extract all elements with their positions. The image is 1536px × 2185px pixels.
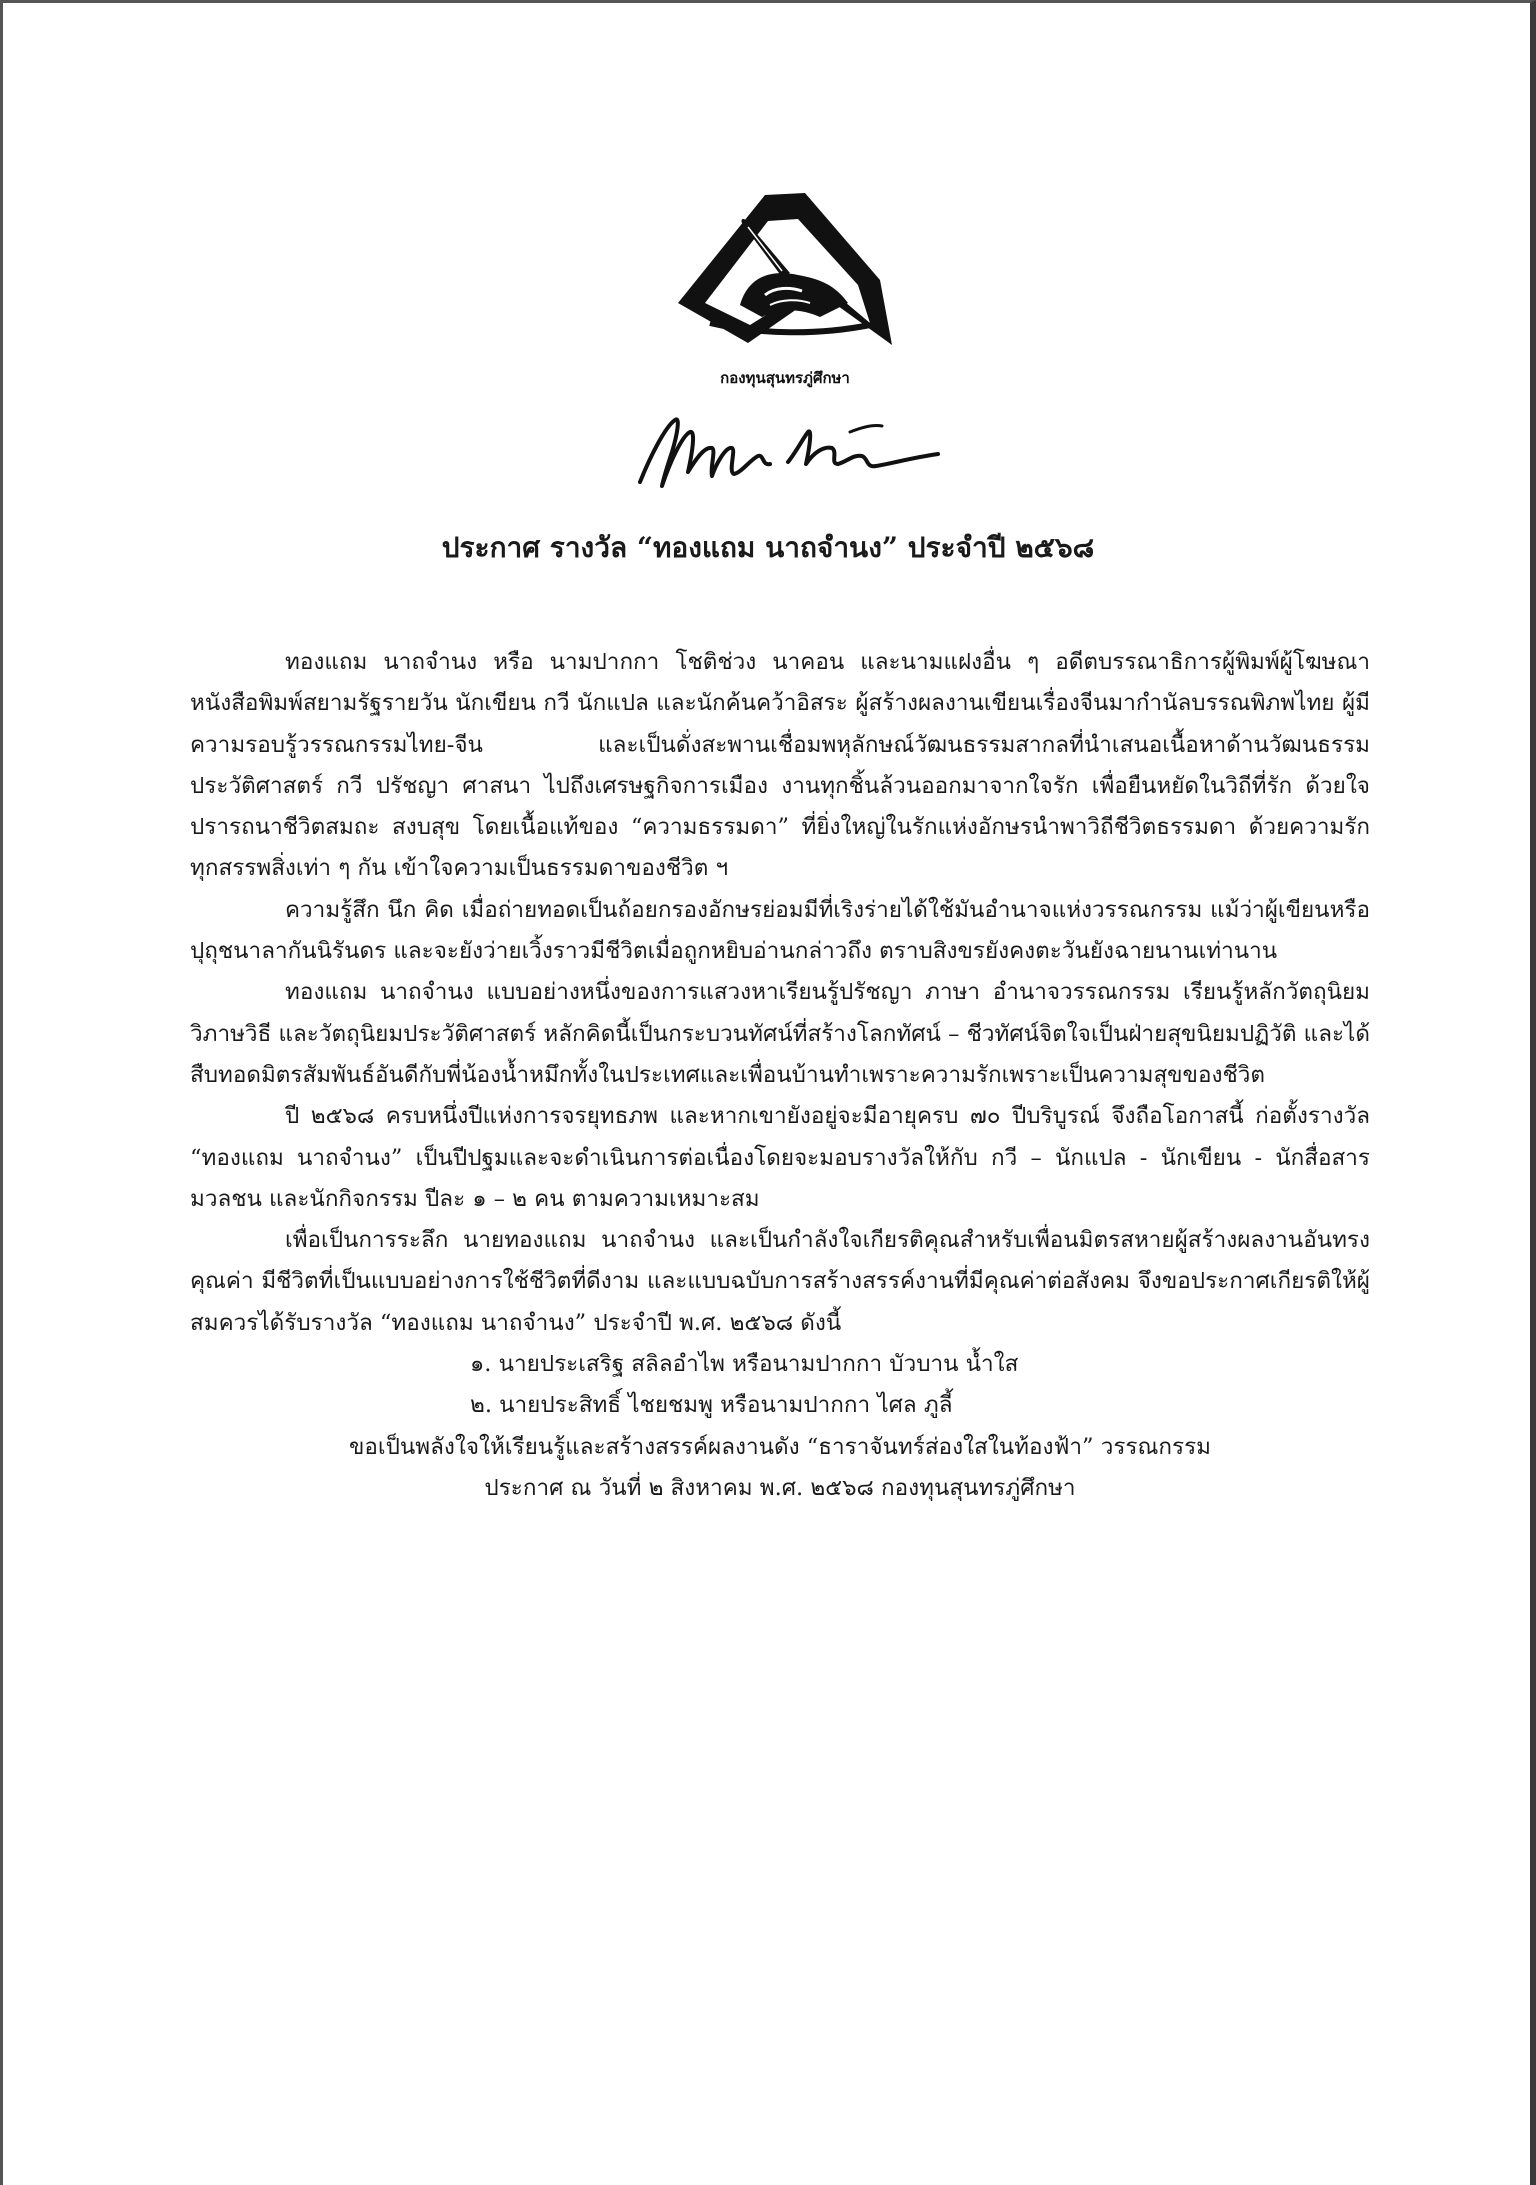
logo-caption: กองทุนสุนทรภู่ศึกษา: [720, 369, 850, 387]
hand-writing-quill-logo-icon: [670, 185, 900, 395]
page-title: ประกาศ รางวัล “ทองแถม นาถจำนง” ประจำปี ๒๕๖๘: [441, 531, 1095, 564]
closing-line: ขอเป็นพลังใจให้เรียนรู้และสร้างสรรค์ผลงานดัง “ธาราจันทร์ส่องใสในท้องฟ้า” วรรณกรรม: [349, 1433, 1211, 1460]
awardee-item: ๒. นายประสิทธิ์ ไชยชมพู หรือนามปากกา ไศล ภูลี้: [470, 1392, 953, 1419]
paragraph: ทองแถม นาถจำนง แบบอย่างหนึ่งของการแสวงหาเรียนรู้ปรัชญา ภาษา อำนาจวรรณกรรม เรียนรู้หลักวัตถุนิยมวิภาษวิธี และวัตถุนิยมประวัติศาสตร์ หลักคิดนี้เป็นกระบวนทัศน์ที่สร้างโลกทัศน์ – ชีวทัศน์จิตใจเป็นฝ่ายสุขนิยมปฏิวัติ และได้สืบทอดมิตรสัมพันธ์อันดีกับพี่น้องน้ำหมึกทั้งในประเทศและเพื่อนบ้านทำเพราะความรักเพราะเป็นความสุขของชีวิต: [190, 979, 1370, 1088]
paragraph: ปี ๒๕๖๘ ครบหนึ่งปีแห่งการจรยุทธภพ และหากเขายังอยู่จะมีอายุครบ ๗๐ ปีบริบูรณ์ จึงถือโอกาสนี้ ก่อตั้งรางวัล “ทองแถม นาถจำนง” เป็นปีปฐมและจะดำเนินการต่อเนื่องโดยจะมอบรางวัลให้กับ กวี – นักแปล - นักเขียน - นักสื่อสารมวลชน และนักกิจกรรม ปีละ ๑ – ๒ คน ตามความเหมาะสม: [190, 1103, 1370, 1212]
awardee-item: ๑. นายประเสริฐ สลิลอำไพ หรือนามปากกา บัวบาน น้ำใส: [470, 1351, 1019, 1378]
handwritten-signature: [620, 402, 960, 512]
document-body: [190, 642, 1370, 1509]
paragraph: ทองแถม นาถจำนง หรือ นามปากกา โชติช่วง นาคอน และนามแฝงอื่น ๆ อดีตบรรณาธิการผู้พิมพ์ผู้โฆษณาหนังสือพิมพ์สยามรัฐรายวัน นักเขียน กวี นักแปล และนักค้นคว้าอิสระ ผู้สร้างผลงานเขียนเรื่องจีนมากำนัลบรรณพิภพไทย ผู้มีความรอบรู้วรรณกรรมไทย-จีน และเป็นดั่งสะพานเชื่อมพหุลักษณ์วัฒนธรรมสากลที่นำเสนอเนื้อหาด้านวัฒนธรรม ประวัติศาสตร์ กวี ปรัชญา ศาสนา ไปถึงเศรษฐกิจการเมือง งานทุกชิ้นล้วนออกมาจากใจรัก เพื่อยืนหยัดในวิถีที่รัก ด้วยใจปรารถนาชีวิตสมถะ สงบสุข โดยเนื้อแท้ของ “ความธรรมดา” ที่ยิ่งใหญ่ในรักแห่งอักษรนำพาวิถีชีวิตธรรมดา ด้วยความรักทุกสรรพสิ่งเท่า ๆ กัน เข้าใจความเป็นธรรมดาของชีวิต ฯ: [190, 649, 1370, 882]
paragraph: ความรู้สึก นึก คิด เมื่อถ่ายทอดเป็นถ้อยกรองอักษรย่อมมีที่เริงร่ายได้ใช้มันอำนาจแห่งวรรณกรรม แม้ว่าผู้เขียนหรือปุถุชนาลากันนิรันดร และจะยังว่ายเวิ้งราวมีชีวิตเมื่อถูกหยิบอ่านกล่าวถึง ตราบสิงขรยังคงตะวันยังฉายนานเท่านาน: [190, 896, 1370, 965]
announcement-line: ประกาศ ณ วันที่ ๒ สิงหาคม พ.ศ. ๒๕๖๘ กองทุนสุนทรภู่ศึกษา: [484, 1474, 1076, 1501]
paragraph: เพื่อเป็นการระลึก นายทองแถม นาถจำนง และเป็นกำลังใจเกียรติคุณสำหรับเพื่อนมิตรสหายผู้สร้างผลงานอันทรงคุณค่า มีชีวิตที่เป็นแบบอย่างการใช้ชีวิตที่ดีงาม และแบบฉบับการสร้างสรรค์งานที่มีคุณค่าต่อสังคม จึงขอประกาศเกียรติให้ผู้สมควรได้รับรางวัล “ทองแถม นาถจำนง” ประจำปี พ.ศ. ๒๕๖๘ ดังนี้: [190, 1227, 1370, 1336]
